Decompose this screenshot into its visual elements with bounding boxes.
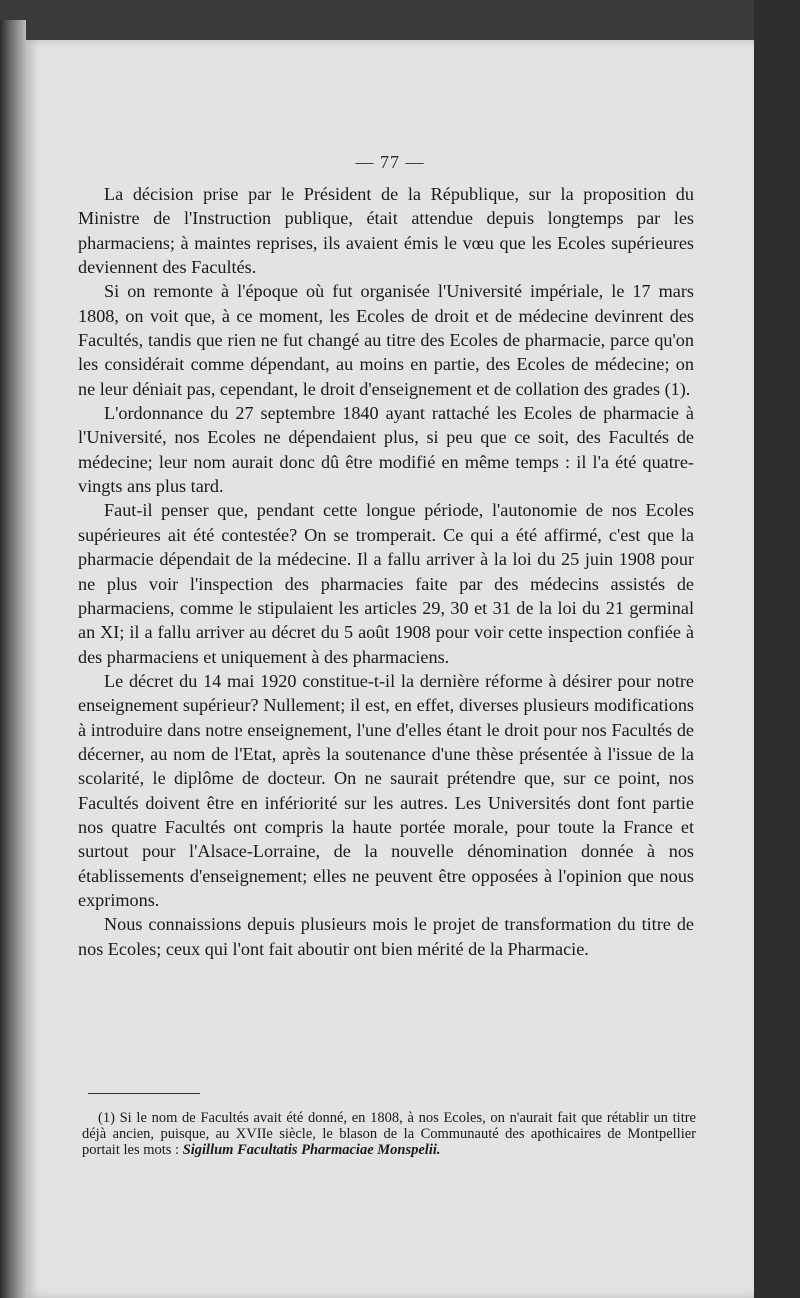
scan-background-top: [0, 0, 800, 40]
book-spine-edge: [0, 20, 26, 1298]
paragraph-2: Si on remonte à l'époque où fut organisée l'Université impériale, le 17 mars 1808, on voit que, à ce moment, les Ecoles de droit et de médecine devinrent des Facultés, tandis que rien ne fut changé au titre des Ecoles de pharmacie, parce qu'on les considérait comme dépendant, au moins en partie, des Ecoles de médecine; on ne leur déniait pas, cependant, le droit d'enseignement et de collation des grades (1).: [78, 281, 694, 399]
footnote-motto: Sigillum Facultatis Pharmaciae Monspelii.: [182, 1142, 441, 1158]
paragraph-5: Le décret du 14 mai 1920 constitue-t-il la dernière réforme à désirer pour notre enseignement supérieur? Nullement; il est, en effet, diverses plusieurs modifications à introduire dans notre enseignement, l'une d'elles étant le droit pour nos Facultés de décerner, au nom de l'Etat, après la soutenance d'une thèse présentée à l'issue de la scolarité, le diplôme de docteur. On ne saurait prétendre que, sur ce point, nos Facultés doivent être en infériorité sur les autres. Les Universités dont font partie nos quatre Facultés ont compris la haute portée morale, pour toute la France et surtout pour l'Alsace-Lorraine, de la nouvelle dénomination donnée à nos établissements d'enseignement; elles ne peuvent être opposées à l'opinion que nous exprimons.: [78, 670, 694, 910]
paragraph-3: L'ordonnance du 27 septembre 1840 ayant rattaché les Ecoles de pharmacie à l'Université, nos Ecoles ne dépendaient plus, si peu que ce soit, des Facultés de médecine; leur nom aurait donc dû être modifié en même temps : il l'a été quatre-vingts ans plus tard.: [78, 403, 694, 497]
footnote-text: (1) Si le nom de Facultés avait été donné, en 1808, à nos Ecoles, on n'aurait fait que rétablir un titre déjà ancien, puisque, au XVIIe siècle, le blason de la Communauté des apothicaires de Montpellier portait les mots :: [82, 1110, 696, 1158]
paragraph-1: La décision prise par le Président de la République, sur la proposition du Ministre de l'Instruction publique, était attendue depuis longtemps par les pharmaciens; à maintes reprises, ils avaient émis le vœu que les Ecoles supérieures deviennent des Facultés.: [78, 184, 694, 278]
footnote: [82, 1110, 696, 1158]
footnote-paragraph: [82, 1110, 696, 1158]
scan-background-right: [754, 0, 800, 1298]
page-number: — 77 —: [355, 152, 425, 172]
paragraph-6: Nous connaissions depuis plusieurs mois le projet de transformation du titre de nos Ecoles; ceux qui l'ont fait aboutir ont bien mérité de la Pharmacie.: [78, 914, 694, 959]
body-text: [78, 182, 694, 961]
book-page: [26, 40, 754, 1298]
footnote-divider: [88, 1093, 200, 1094]
paragraph-4: Faut-il penser que, pendant cette longue période, l'autonomie de nos Ecoles supérieures ait été contestée? On se tromperait. Ce qui a été affirmé, c'est que la pharmacie dépendait de la médecine. Il a fallu arriver à la loi du 25 juin 1908 pour ne plus voir l'inspection des pharmacies faite par des médecins assistés de pharmaciens, comme le stipulaient les articles 29, 30 et 31 de la loi du 21 germinal an XI; il a fallu arriver au décret du 5 août 1908 pour voir cette inspection confiée à des pharmaciens et uniquement à des pharmaciens.: [78, 500, 694, 667]
